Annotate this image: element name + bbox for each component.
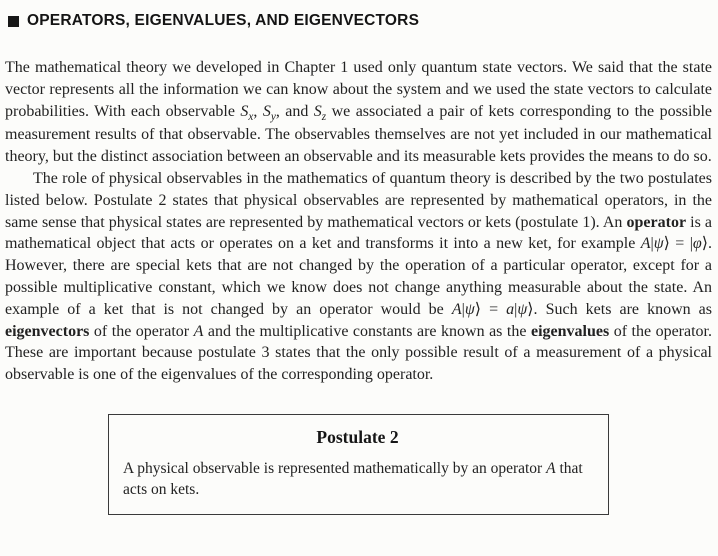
text-run: A (451, 300, 462, 318)
text-run: ψ (464, 300, 475, 318)
text-run: ⟩. However, there are special kets that are not changed by the operation of a particular operator, except for a possible multiplicative constant, which we know does not change anything measurable about the state. An example of a ket that is not changed by an operator would be (5, 235, 713, 318)
text-run: ψ (653, 235, 664, 253)
text-run: | (650, 235, 654, 253)
section-bullet-icon (8, 16, 19, 27)
text-run: , and (275, 102, 314, 120)
text-run: ψ (517, 300, 528, 318)
text-run: z (321, 110, 327, 123)
text-run: and the multiplicative constants are known as the (203, 322, 531, 340)
text-run: eigenvectors (5, 322, 90, 340)
body-text (5, 57, 712, 386)
paragraph (5, 168, 712, 386)
text-run: operator (626, 213, 687, 231)
text-run: of the operator (89, 322, 194, 340)
text-run: that acts on kets. (123, 459, 583, 498)
postulate-box-body (123, 458, 592, 500)
text-run: S (262, 102, 271, 120)
text-run: S (313, 102, 322, 120)
text-run: of the operator. These are important because postulate 3 states that the only possible result of a measurement of a physical observable is one of the eigenvalues of the corresponding operator. (5, 322, 712, 384)
text-run: eigenvalues (530, 322, 610, 340)
text-run: | (514, 300, 518, 318)
text-run: The mathematical theory we developed in Chapter 1 used only quantum state vectors. We said that the state vector represents all the information we can know about the system and we used the state vectors to calculate probabilities. With each observable (5, 59, 712, 120)
text-run: S (240, 102, 249, 120)
text-run: A (640, 235, 651, 253)
text-run: is a mathematical object that acts or operates on a ket and transforms it into a new ket, for example (5, 213, 713, 253)
text-run: , (253, 102, 263, 120)
text-run: ⟩ = | (663, 235, 693, 253)
paragraph (5, 57, 712, 168)
section-heading (8, 12, 712, 30)
text-run: | (461, 300, 465, 318)
text-run: A physical observable is represented mathematically by an operator (123, 459, 547, 477)
section-title: OPERATORS, EIGENVALUES, AND EIGENVECTORS (27, 12, 420, 29)
text-run: ⟩ = (474, 300, 507, 318)
postulate-box-title: Postulate 2 (316, 426, 399, 447)
text-run: The role of physical observables in the mathematics of quantum theory is described by the two postulates listed below. Postulate 2 states that physical observables are represented by mathematical operators, in the same sense that physical states are represented by mathematical vectors or kets (postulate 1). An (5, 169, 712, 231)
text-run: we associated a pair of kets corresponding to the possible measurement results of that observable. The observables themselves are not yet included in our mathematical theory, but the distinct association between an observable and its measurable kets provides the means to do so. (5, 102, 713, 166)
text-run: a (506, 300, 515, 318)
text-run: A (193, 322, 204, 340)
text-run: ⟩. Such kets are known as (527, 300, 713, 318)
text-run: y (270, 110, 276, 123)
text-run: x (248, 110, 254, 123)
text-run: A (546, 459, 556, 477)
postulate-box (108, 414, 609, 515)
text-run: φ (692, 235, 702, 253)
